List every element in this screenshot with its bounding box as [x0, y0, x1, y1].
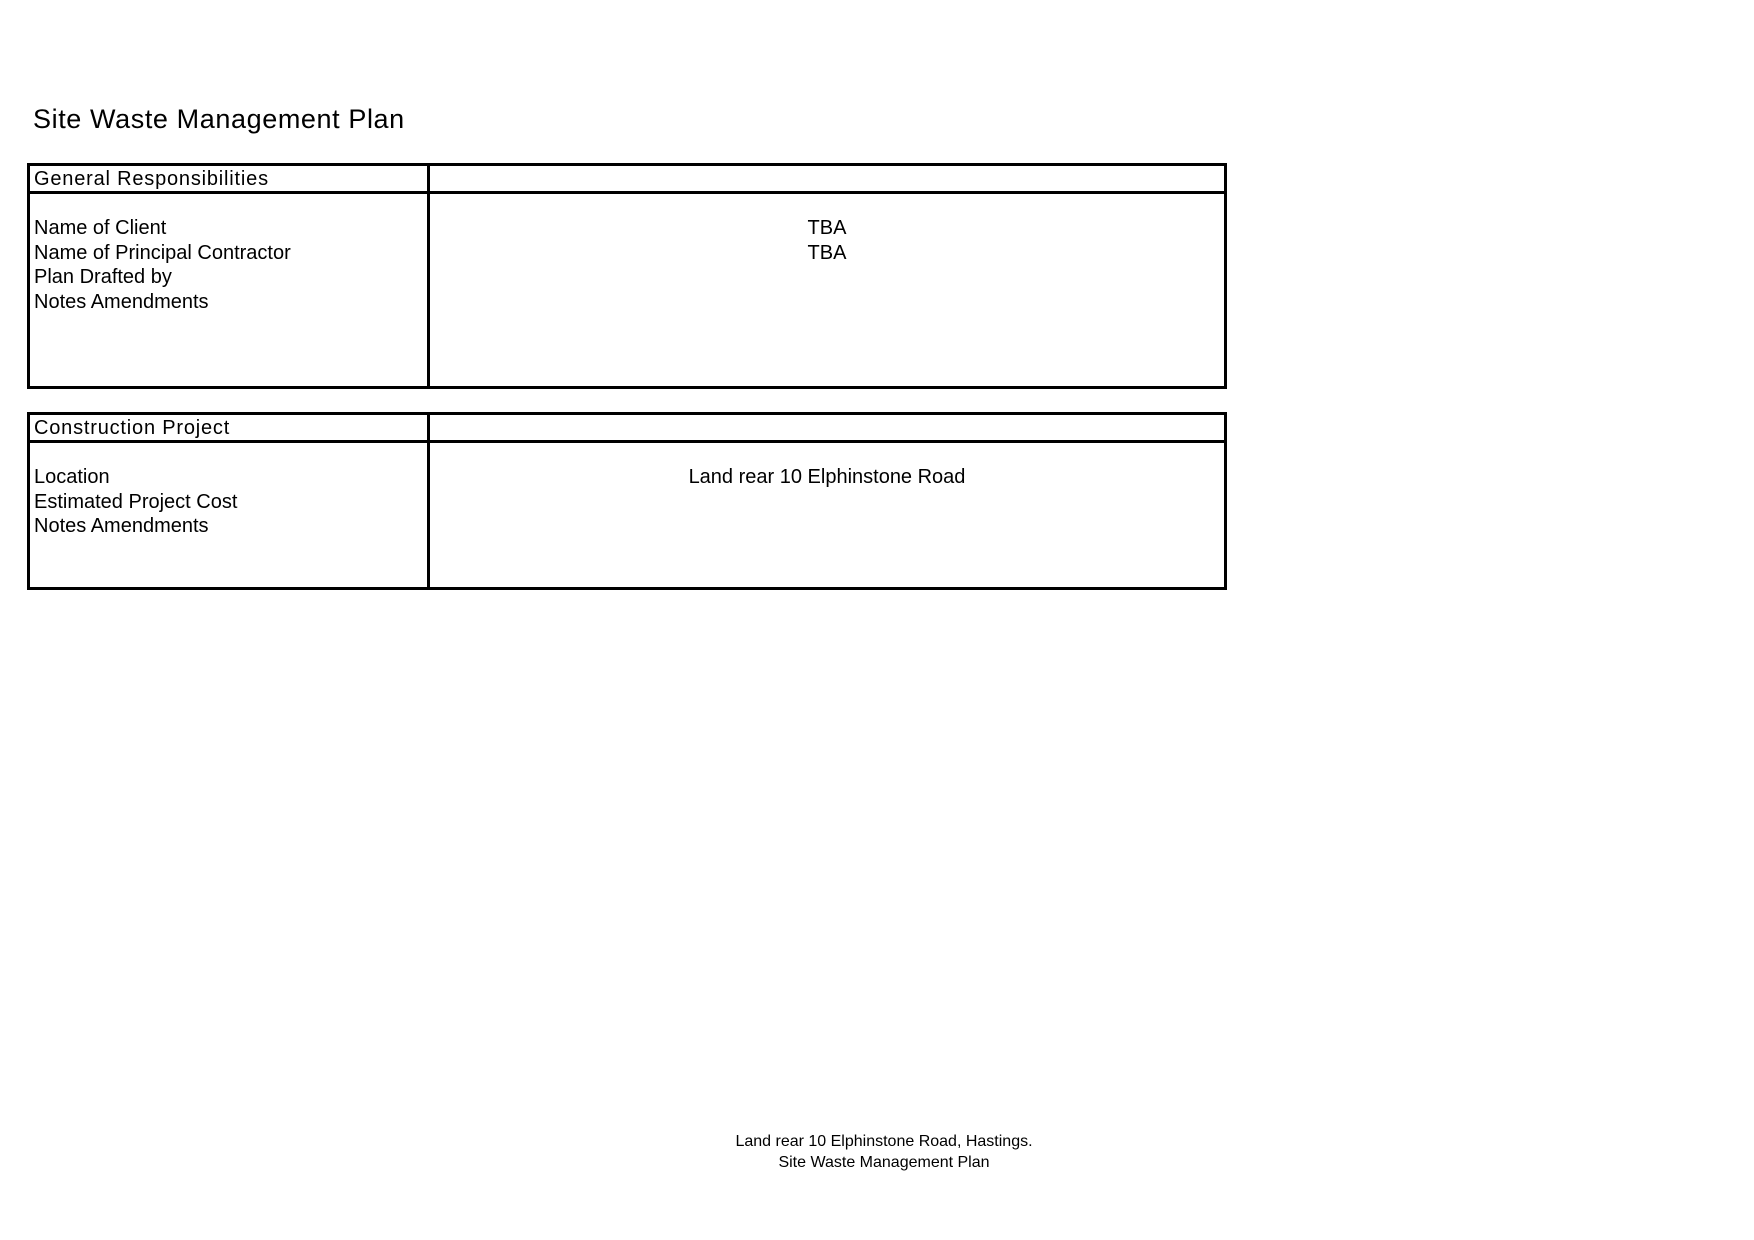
page-footer: [584, 1132, 1184, 1173]
label-plan-drafted-by: Plan Drafted by: [34, 266, 172, 288]
label-notes-amendments: Notes Amendments: [34, 515, 209, 537]
value-notes-amendments: [430, 290, 1224, 315]
value-column: [430, 216, 1224, 314]
footer-document-title: Site Waste Management Plan: [778, 1153, 990, 1171]
value-name-of-principal-contractor: TBA: [807, 241, 847, 264]
page-title: Site Waste Management Plan: [33, 104, 405, 134]
label-estimated-project-cost: Estimated Project Cost: [34, 490, 238, 513]
label-name-of-principal-contractor: Name of Principal Contractor: [34, 241, 291, 264]
value-name-of-client: TBA: [807, 217, 847, 239]
table-header-row: [30, 166, 1224, 194]
label-name-of-client: Name of Client: [34, 217, 167, 239]
table-header-row: [30, 415, 1224, 443]
value-location: Land rear 10 Elphinstone Road: [688, 466, 966, 488]
value-estimated-project-cost: [430, 490, 1224, 515]
construction-project-table: [27, 412, 1227, 590]
footer-address: Land rear 10 Elphinstone Road, Hastings.: [735, 1133, 1033, 1150]
label-location: Location: [34, 466, 110, 488]
value-notes-amendments: [430, 514, 1224, 539]
section-heading: General Responsibilities: [34, 168, 269, 190]
label-column: [34, 216, 291, 314]
value-column: [430, 465, 1224, 539]
general-responsibilities-table: [27, 163, 1227, 389]
section-heading: Construction Project: [34, 417, 231, 439]
label-column: [34, 465, 237, 539]
value-plan-drafted-by: [430, 265, 1224, 290]
label-notes-amendments: Notes Amendments: [34, 290, 209, 313]
